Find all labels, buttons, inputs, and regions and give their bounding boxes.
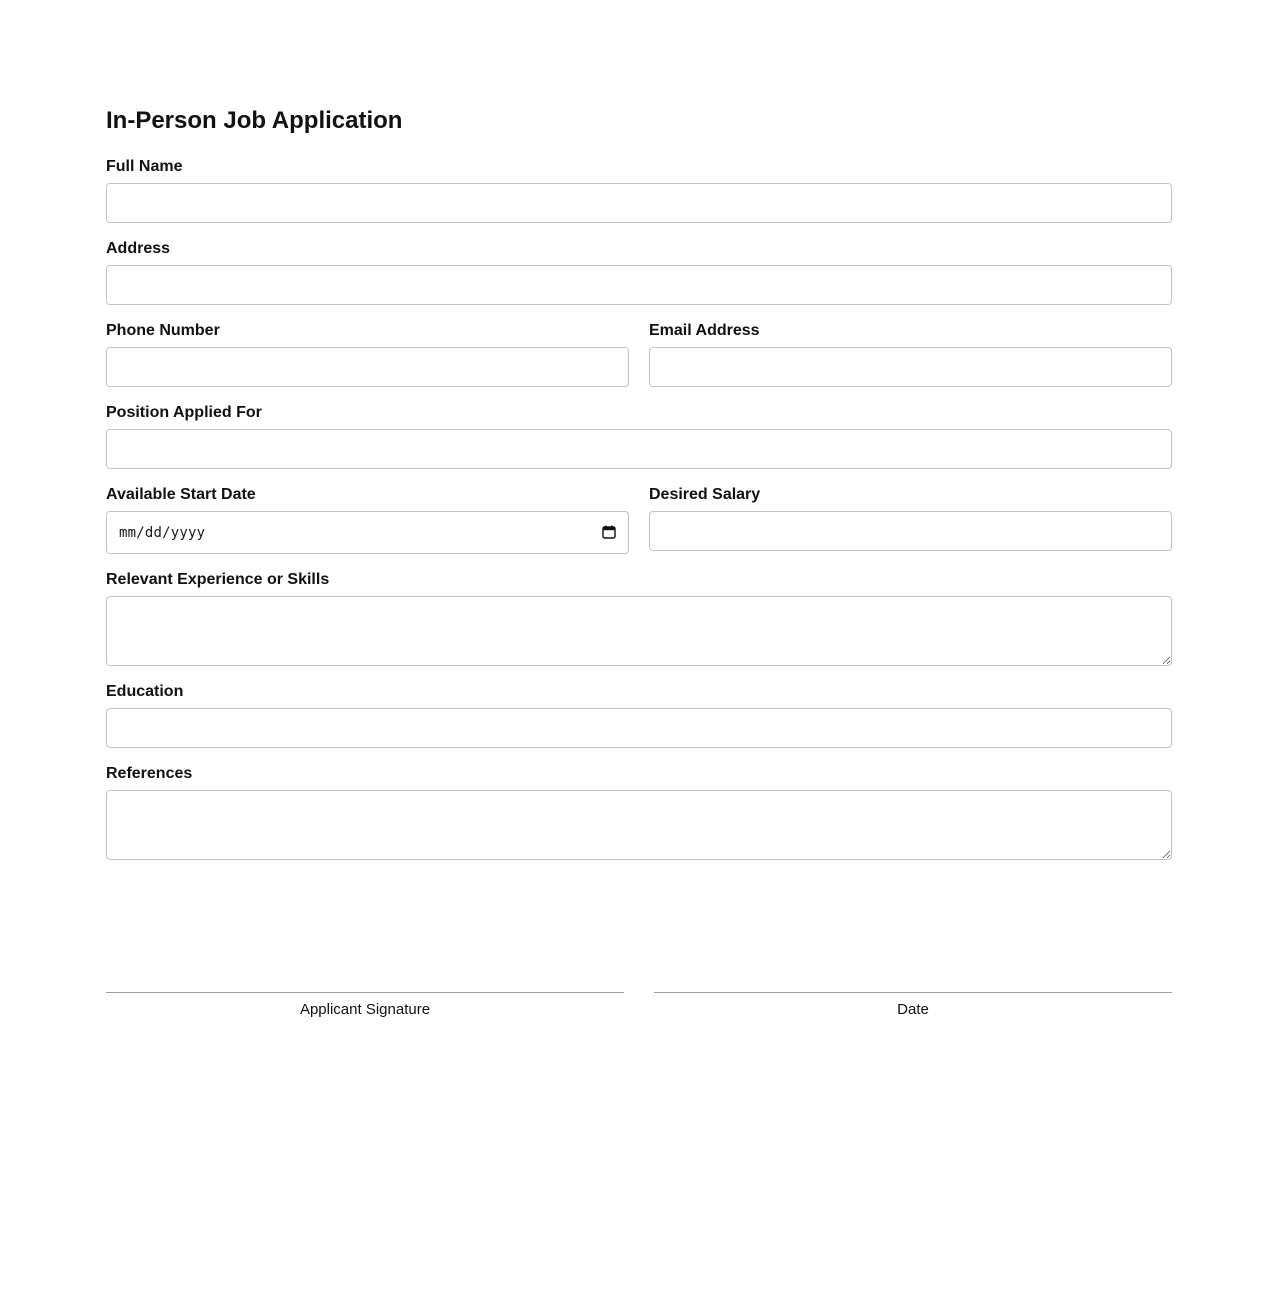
references-group <box>106 764 1172 860</box>
address-input[interactable] <box>106 265 1172 305</box>
desired-salary-label: Desired Salary <box>649 486 761 503</box>
relevant-experience-textarea[interactable] <box>106 596 1172 666</box>
position-applied-for-label: Position Applied For <box>106 404 262 421</box>
email-address-label: Email Address <box>649 322 760 339</box>
date-signature-block <box>654 992 1172 1019</box>
date-placeholder: mm/dd/yyyy <box>119 524 206 541</box>
full-name-label: Full Name <box>106 158 183 175</box>
signature-row <box>106 992 1172 1019</box>
application-form <box>106 103 1172 1018</box>
start-date-group <box>106 485 629 554</box>
address-label: Address <box>106 240 171 257</box>
education-label: Education <box>106 683 184 700</box>
phone-number-group <box>106 321 629 387</box>
relevant-experience-label: Relevant Experience or Skills <box>106 571 330 588</box>
email-address-input[interactable] <box>649 347 1172 387</box>
position-applied-for-input[interactable] <box>106 429 1172 469</box>
page-title: In-Person Job Application <box>106 107 403 134</box>
date-signature-label: Date <box>897 1001 929 1018</box>
applicant-signature-block <box>106 992 624 1019</box>
phone-number-label: Phone Number <box>106 322 220 339</box>
position-group <box>106 403 1172 469</box>
desired-salary-input[interactable] <box>649 511 1172 551</box>
available-start-date-label: Available Start Date <box>106 486 256 503</box>
references-label: References <box>106 765 193 782</box>
contact-row <box>106 321 1172 387</box>
desired-salary-group <box>649 485 1172 554</box>
education-input[interactable] <box>106 708 1172 748</box>
full-name-input[interactable] <box>106 183 1172 223</box>
experience-group <box>106 570 1172 666</box>
references-textarea[interactable] <box>106 790 1172 860</box>
address-group <box>106 239 1172 305</box>
applicant-signature-line[interactable] <box>106 992 624 993</box>
calendar-icon[interactable] <box>602 525 616 539</box>
start-salary-row <box>106 485 1172 554</box>
full-name-group <box>106 157 1172 223</box>
phone-number-input[interactable] <box>106 347 629 387</box>
date-signature-line[interactable] <box>654 992 1172 993</box>
education-group <box>106 682 1172 748</box>
available-start-date-input[interactable] <box>106 511 629 554</box>
email-address-group <box>649 321 1172 387</box>
applicant-signature-label: Applicant Signature <box>299 1001 431 1018</box>
